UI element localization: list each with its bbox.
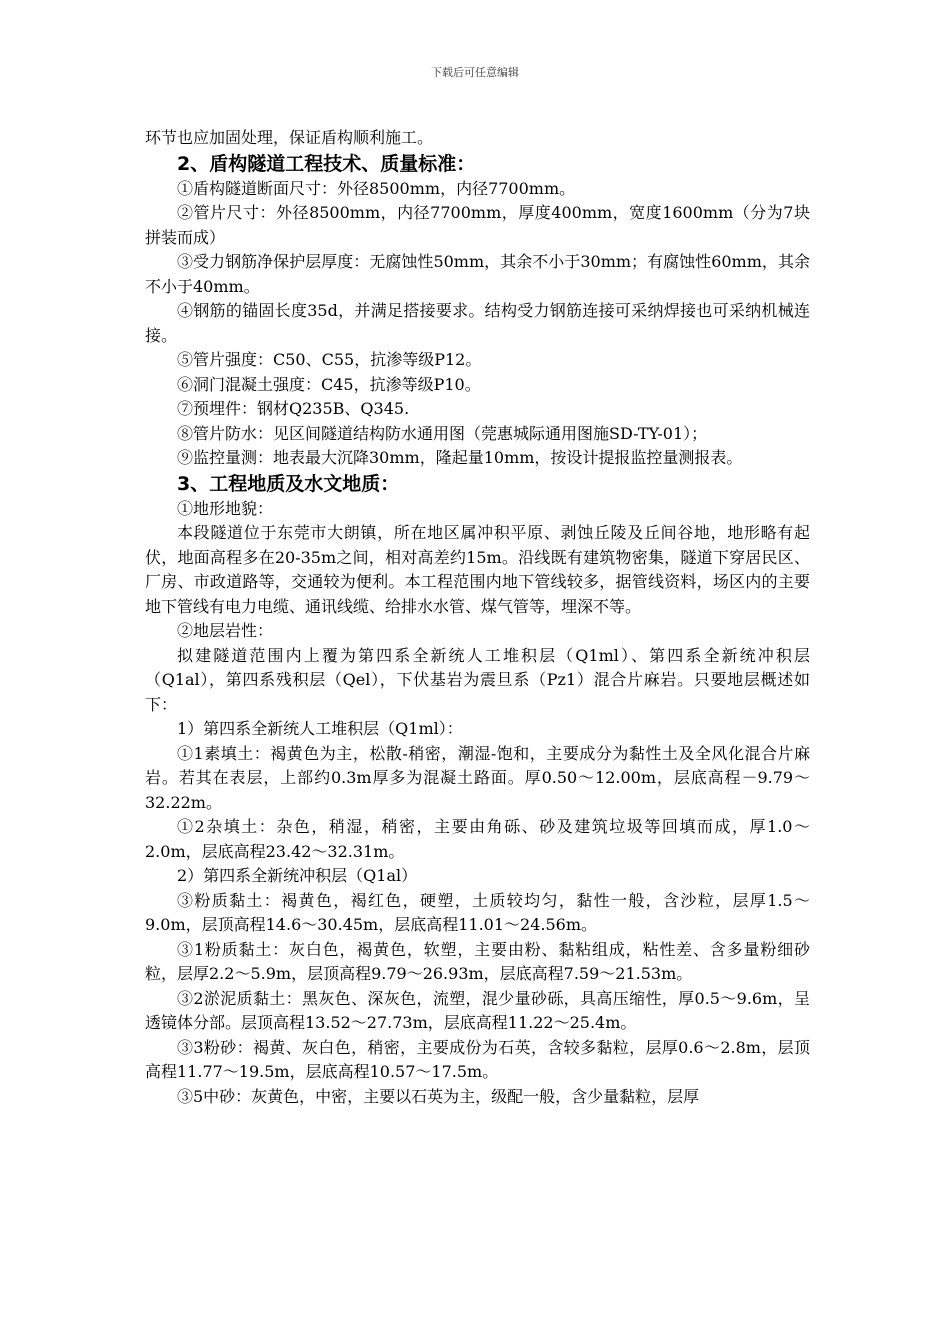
body-paragraph: ③1粉质黏土：灰白色，褐黄色，软塑，主要由粉、黏粘组成，粘性差、含多量粉细砂粒，层厚2.2～5.9m，层顶高程9.79～26.93m，层底高程7.59～21.53m。: [145, 939, 810, 983]
body-paragraph: ⑨监控量测：地表最大沉降30mm，隆起量10mm，按设计提报监控量测报表。: [177, 448, 743, 467]
body-paragraph: ③粉质黏土：褐黄色，褐红色，硬塑，土质较均匀，黏性一般，含沙粒，层厚1.5～9.0m，层顶高程14.6～30.45m，层底高程11.01～24.56m。: [145, 890, 810, 934]
body-paragraph: 2）第四系全新统冲积层（Q1al）: [177, 866, 418, 885]
body-paragraph: ③2淤泥质黏土：黑灰色、深灰色，流塑，混少量砂砾，具高压缩性，厚0.5～9.6m，呈透镜体分部。层顶高程13.52～27.73m，层底高程11.22～25.4m。: [145, 988, 810, 1032]
body-paragraph: ②管片尺寸：外径8500mm，内径7700mm，厚度400mm，宽度1600mm（分为7块拼装而成）: [145, 203, 810, 247]
body-paragraph: ①2杂填土：杂色，稍湿，稍密，主要由角砾、砂及建筑垃圾等回填而成，厚1.0～2.0m，层底高程23.42～32.31m。: [145, 817, 810, 861]
body-paragraph: ③3粉砂：褐黄、灰白色，稍密，主要成份为石英，含较多黏粒，层厚0.6～2.8m，层顶高程11.77～19.5m，层底高程10.57～17.5m。: [145, 1037, 810, 1081]
document-body: [145, 126, 810, 1109]
body-paragraph: ⑧管片防水：见区间隧道结构防水通用图（莞惠城际通用图施SD-TY-01）；: [177, 423, 708, 443]
body-paragraph: ⑥洞门混凝土强度：C45，抗渗等级P10。: [177, 374, 481, 394]
body-paragraph: ②地层岩性：: [177, 621, 274, 640]
page-header: 下载后可任意编辑: [431, 66, 519, 79]
section-heading: 3、工程地质及水文地质：: [177, 472, 400, 495]
body-paragraph: ④钢筋的锚固长度35d，并满足搭接要求。结构受力钢筋连接可采纳焊接也可采纳机械连接。: [145, 301, 810, 345]
body-paragraph: 环节也应加固处理，保证盾构顺利施工。: [145, 128, 434, 147]
section-heading: 2、盾构隧道工程技术、质量标准：: [177, 152, 476, 175]
body-paragraph: ⑤管片强度：C50、C55，抗渗等级P12。: [177, 350, 482, 369]
body-paragraph: ①地形地貌：: [177, 498, 274, 518]
body-paragraph: 拟建隧道范围内上覆为第四系全新统人工堆积层（Q1ml）、第四系全新统冲积层（Q1al），第四系残积层（Qel），下伏基岩为震旦系（Pz1）混合片麻岩。只要地层概述如下：: [145, 645, 810, 714]
body-paragraph: ③5中砂：灰黄色，中密，主要以石英为主，级配一般，含少量黏粒，层厚: [177, 1086, 700, 1106]
body-paragraph: ③受力钢筋净保护层厚度：无腐蚀性50mm，其余不小于30mm；有腐蚀性60mm，其余不小于40mm。: [145, 252, 810, 296]
body-paragraph: 本段隧道位于东莞市大朗镇，所在地区属冲积平原、剥蚀丘陵及丘间谷地，地形略有起伏，地面高程多在20-35m之间，相对高差约15m。沿线既有建筑物密集，隧道下穿居民区、厂房、市政道路等，交通较为便利。本工程范围内地下管线较多，据管线资料，场区内的主要地下管线有电力电缆、通讯线缆、给排水水管、煤气管等，埋深不等。: [145, 523, 810, 616]
body-paragraph: ⑦预埋件：钢材Q235B、Q345.: [177, 399, 410, 418]
body-paragraph: 1）第四系全新统人工堆积层（Q1ml）：: [177, 719, 463, 738]
body-paragraph: ①盾构隧道断面尺寸：外径8500mm，内径7700mm。: [177, 178, 576, 198]
body-paragraph: ①1素填土：褐黄色为主，松散-稍密，潮湿-饱和，主要成分为黏性土及全风化混合片麻岩。若其在表层，上部约0.3m厚多为混凝土路面。厚0.50～12.00m，层底高程－9.79～32.22m。: [145, 743, 810, 812]
